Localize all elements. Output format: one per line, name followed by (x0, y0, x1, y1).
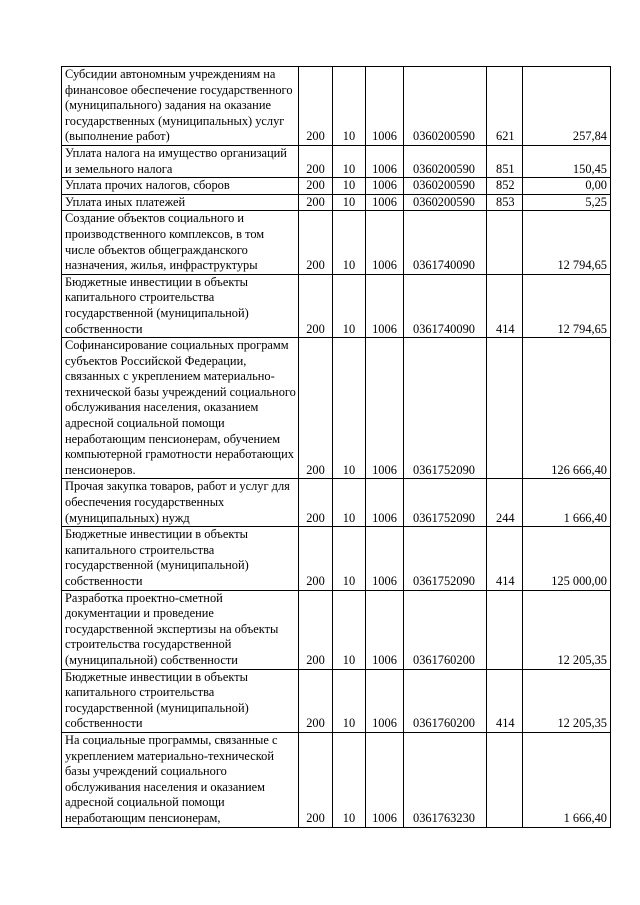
section-code-cell: 10 (333, 527, 366, 590)
amount-cell: 1 666,40 (523, 732, 611, 827)
row-name-cell: Создание объектов социального и производственного комплексов, в том числе объектов общегражданского назначения, жилья, инфраструктуры (62, 211, 299, 274)
amount-cell: 1 666,40 (523, 479, 611, 527)
expense-type-cell: 852 (487, 178, 523, 195)
table-row (62, 145, 611, 177)
row-name-cell: Прочая закупка товаров, работ и услуг для обеспечения государственных (муниципальных) нужд (62, 479, 299, 527)
amount-cell: 125 000,00 (523, 527, 611, 590)
section-code-cell: 10 (333, 67, 366, 146)
admin-code-cell: 200 (299, 211, 333, 274)
section-code-cell: 10 (333, 194, 366, 211)
admin-code-cell: 200 (299, 527, 333, 590)
subsection-code-cell: 1006 (366, 669, 404, 732)
section-code-cell: 10 (333, 669, 366, 732)
subsection-code-cell: 1006 (366, 274, 404, 337)
admin-code-cell: 200 (299, 274, 333, 337)
row-name-cell: Бюджетные инвестиции в объекты капитального строительства государственной (муниципальной) собственности (62, 527, 299, 590)
target-item-cell: 0361752090 (404, 479, 487, 527)
table-row (62, 274, 611, 337)
admin-code-cell: 200 (299, 194, 333, 211)
expense-type-cell: 851 (487, 145, 523, 177)
subsection-code-cell: 1006 (366, 590, 404, 669)
expense-type-cell: 853 (487, 194, 523, 211)
row-name-cell: Уплата прочих налогов, сборов (62, 178, 299, 195)
admin-code-cell: 200 (299, 67, 333, 146)
amount-cell: 126 666,40 (523, 338, 611, 479)
table-row (62, 67, 611, 146)
subsection-code-cell: 1006 (366, 338, 404, 479)
section-code-cell: 10 (333, 732, 366, 827)
target-item-cell: 0361752090 (404, 527, 487, 590)
target-item-cell: 0360200590 (404, 178, 487, 195)
table-row (62, 590, 611, 669)
section-code-cell: 10 (333, 338, 366, 479)
row-name-cell: Субсидии автономным учреждениям на финансовое обеспечение государственного (муниципального) задания на оказание государственных (муниципальных) услуг (выполнение работ) (62, 67, 299, 146)
section-code-cell: 10 (333, 211, 366, 274)
budget-table (61, 66, 611, 828)
section-code-cell: 10 (333, 590, 366, 669)
expense-type-cell (487, 732, 523, 827)
table-row (62, 338, 611, 479)
budget-table-body (62, 67, 611, 828)
amount-cell: 12 794,65 (523, 211, 611, 274)
table-row (62, 669, 611, 732)
expense-type-cell: 621 (487, 67, 523, 146)
target-item-cell: 0361740090 (404, 211, 487, 274)
target-item-cell: 0361763230 (404, 732, 487, 827)
admin-code-cell: 200 (299, 732, 333, 827)
table-row (62, 527, 611, 590)
table-row (62, 211, 611, 274)
subsection-code-cell: 1006 (366, 211, 404, 274)
target-item-cell: 0361752090 (404, 338, 487, 479)
admin-code-cell: 200 (299, 178, 333, 195)
amount-cell: 150,45 (523, 145, 611, 177)
expense-type-cell: 244 (487, 479, 523, 527)
subsection-code-cell: 1006 (366, 67, 404, 146)
row-name-cell: Бюджетные инвестиции в объекты капитального строительства государственной (муниципальной) собственности (62, 669, 299, 732)
row-name-cell: На социальные программы, связанные с укреплением материально-технической базы учреждений социального обслуживания населения и оказанием адресной социальной помощи неработающим пенсионерам, (62, 732, 299, 827)
target-item-cell: 0360200590 (404, 67, 487, 146)
section-code-cell: 10 (333, 479, 366, 527)
target-item-cell: 0360200590 (404, 194, 487, 211)
section-code-cell: 10 (333, 178, 366, 195)
expense-type-cell (487, 211, 523, 274)
row-name-cell: Разработка проектно-сметной документации и проведение государственной экспертизы на объекты строительства государственной (муниципальной) собственности (62, 590, 299, 669)
expense-type-cell: 414 (487, 274, 523, 337)
target-item-cell: 0360200590 (404, 145, 487, 177)
subsection-code-cell: 1006 (366, 178, 404, 195)
amount-cell: 257,84 (523, 67, 611, 146)
amount-cell: 5,25 (523, 194, 611, 211)
row-name-cell: Бюджетные инвестиции в объекты капитального строительства государственной (муниципальной) собственности (62, 274, 299, 337)
subsection-code-cell: 1006 (366, 732, 404, 827)
admin-code-cell: 200 (299, 338, 333, 479)
admin-code-cell: 200 (299, 145, 333, 177)
row-name-cell: Софинансирование социальных программ субъектов Российской Федерации, связанных с укреплением материально-технической базы учреждений социального обслуживания населения, оказанием адресной социальной помощи неработающим пенсионерам, обучением компьютерной грамотности неработающих пенсионеров. (62, 338, 299, 479)
target-item-cell: 0361760200 (404, 590, 487, 669)
target-item-cell: 0361760200 (404, 669, 487, 732)
amount-cell: 12 205,35 (523, 669, 611, 732)
expense-type-cell (487, 338, 523, 479)
table-row (62, 194, 611, 211)
table-row (62, 732, 611, 827)
row-name-cell: Уплата иных платежей (62, 194, 299, 211)
section-code-cell: 10 (333, 145, 366, 177)
expense-type-cell: 414 (487, 669, 523, 732)
section-code-cell: 10 (333, 274, 366, 337)
subsection-code-cell: 1006 (366, 194, 404, 211)
table-row (62, 479, 611, 527)
admin-code-cell: 200 (299, 590, 333, 669)
admin-code-cell: 200 (299, 479, 333, 527)
expense-type-cell (487, 590, 523, 669)
row-name-cell: Уплата налога на имущество организаций и земельного налога (62, 145, 299, 177)
amount-cell: 12 205,35 (523, 590, 611, 669)
amount-cell: 12 794,65 (523, 274, 611, 337)
subsection-code-cell: 1006 (366, 527, 404, 590)
table-row (62, 178, 611, 195)
target-item-cell: 0361740090 (404, 274, 487, 337)
subsection-code-cell: 1006 (366, 145, 404, 177)
expense-type-cell: 414 (487, 527, 523, 590)
admin-code-cell: 200 (299, 669, 333, 732)
subsection-code-cell: 1006 (366, 479, 404, 527)
amount-cell: 0,00 (523, 178, 611, 195)
